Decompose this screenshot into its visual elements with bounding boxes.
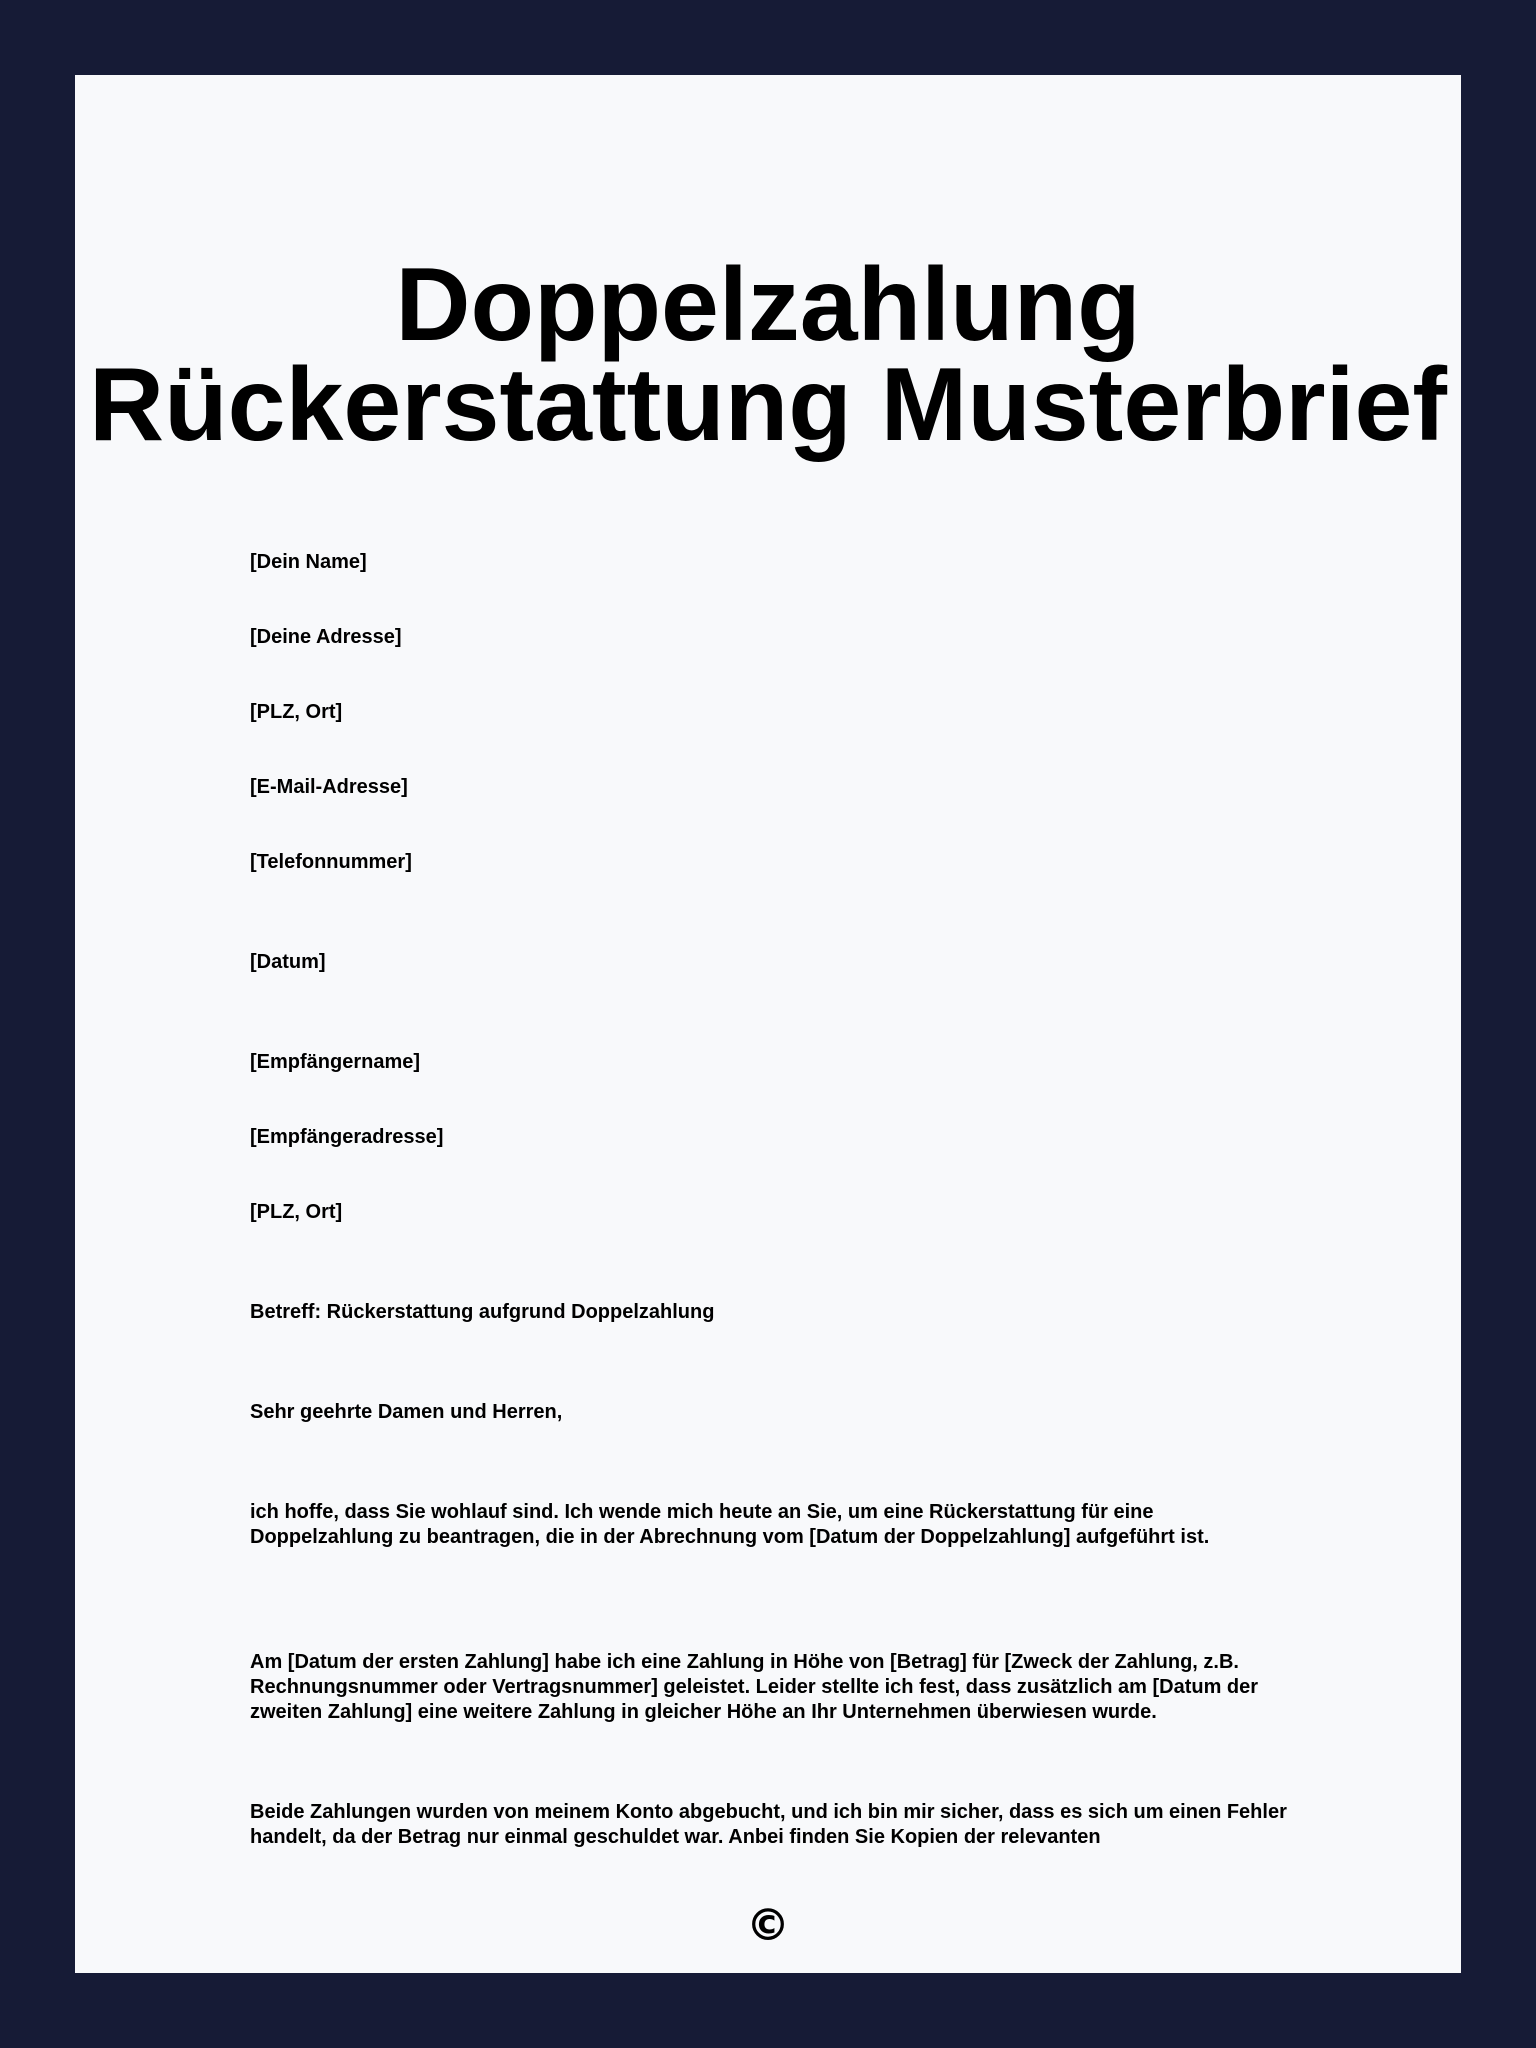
copyright-icon: ©: [746, 1900, 790, 1951]
letter-salutation: Sehr geehrte Damen und Herren,: [250, 1401, 563, 1423]
sender-city: [PLZ, Ort]: [250, 701, 343, 723]
sender-address: [Deine Adresse]: [250, 626, 402, 648]
recipient-name: [Empfängername]: [250, 1051, 421, 1073]
document-title: [75, 247, 1461, 463]
letter-paragraph: ich hoffe, dass Sie wohlauf sind. Ich wende mich heute an Sie, um eine Rückerstattung für eine Doppelzahlung zu beantragen, die in der Abrechnung vom [Datum der Doppelzahlung] aufgeführt ist.: [250, 1501, 1210, 1548]
recipient-city: [PLZ, Ort]: [250, 1201, 343, 1223]
letter-paragraph: Am [Datum der ersten Zahlung] habe ich eine Zahlung in Höhe von [Betrag] für [Zweck der Zahlung, z.B. Rechnungsnummer oder Vertragsnummer] geleistet. Leider stellte ich fest, dass zusätzlich am [Datum der zweiten Zahlung] eine weitere Zahlung in gleicher Höhe an Ihr Unternehmen überwiesen wurde.: [250, 1651, 1259, 1723]
sender-name: [Dein Name]: [250, 551, 367, 573]
title-line-2: Rückerstattung Musterbrief: [89, 347, 1447, 463]
letter-date: [Datum]: [250, 951, 326, 973]
sender-phone: [Telefonnummer]: [250, 851, 412, 873]
title-line-1: Doppelzahlung: [395, 247, 1141, 363]
letter-subject: Betreff: Rückerstattung aufgrund Doppelzahlung: [250, 1301, 715, 1323]
document-page: [75, 75, 1461, 1973]
letter-paragraph: Beide Zahlungen wurden von meinem Konto abgebucht, und ich bin mir sicher, dass es sich um einen Fehler handelt, da der Betrag nur einmal geschuldet war. Anbei finden Sie Kopien der relevanten: [250, 1801, 1287, 1848]
recipient-address: [Empfängeradresse]: [250, 1126, 444, 1148]
sender-email: [E-Mail-Adresse]: [250, 776, 408, 798]
